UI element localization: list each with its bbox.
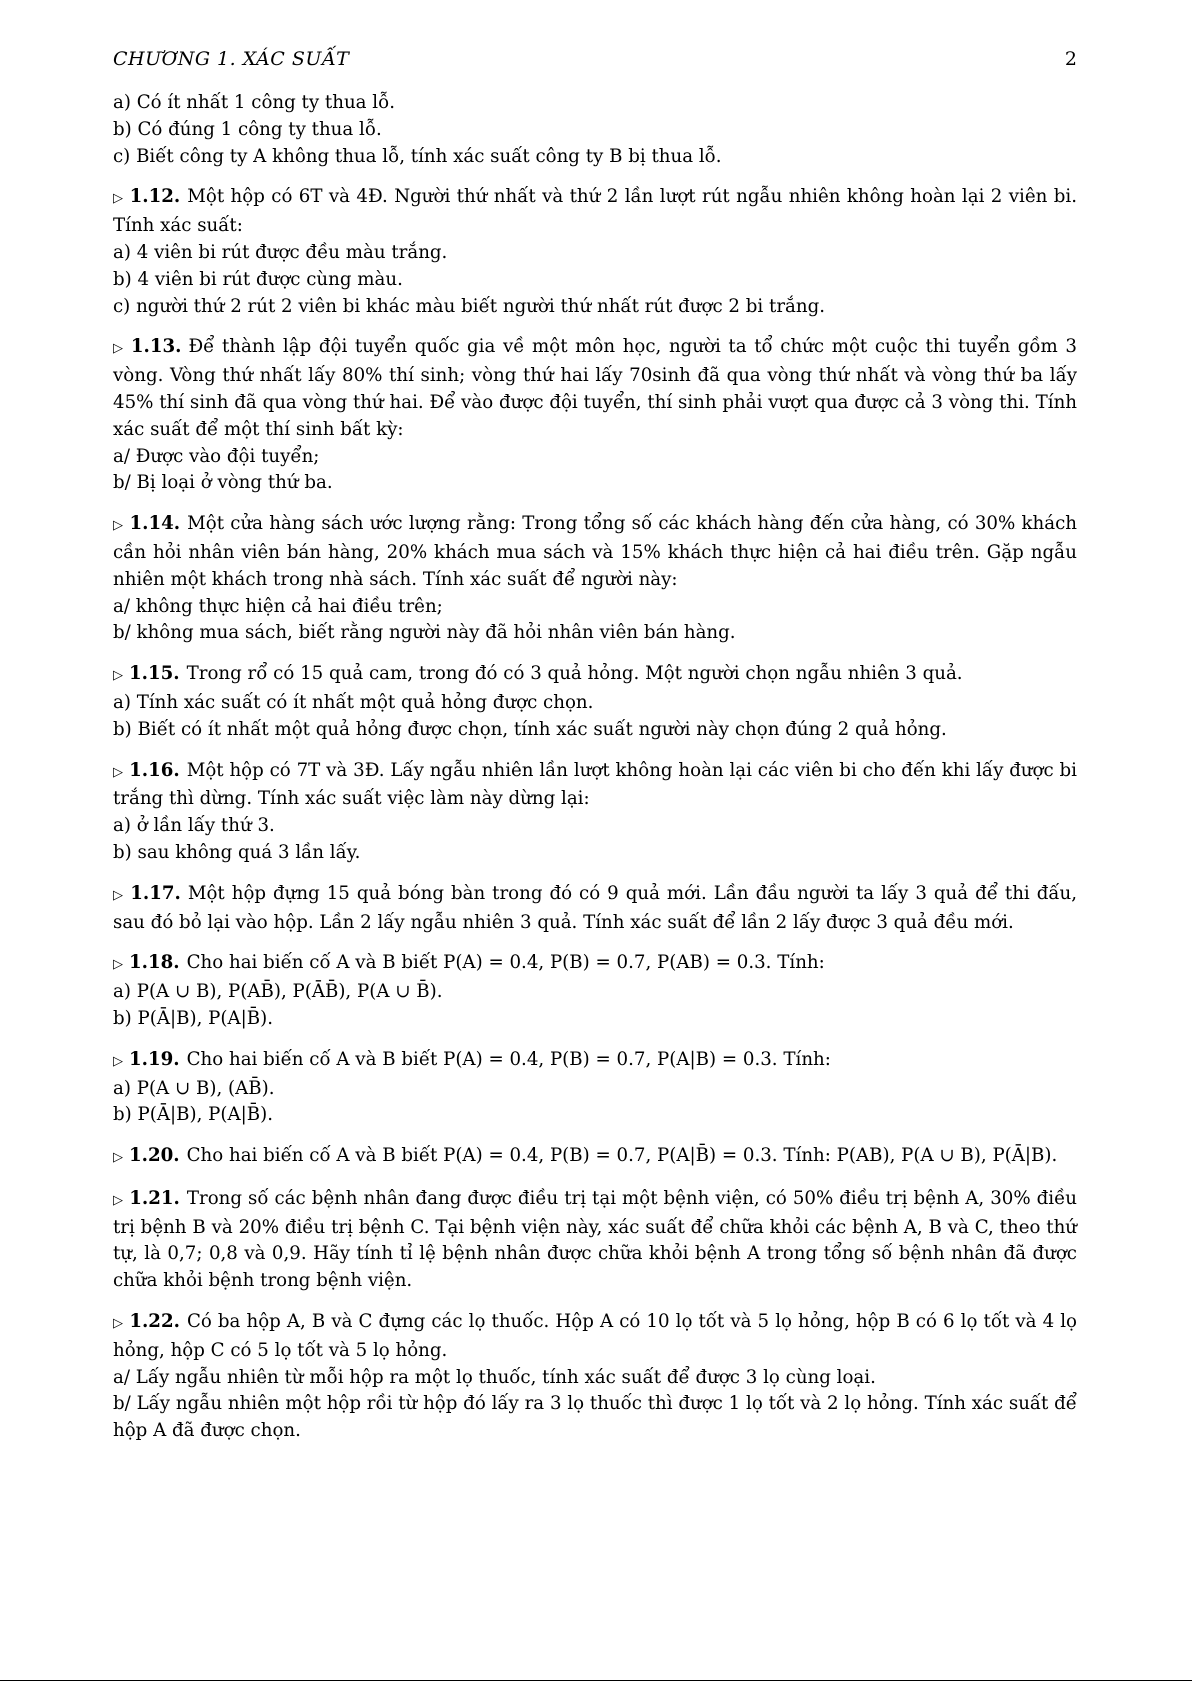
triangle-marker-icon: ▷	[113, 1150, 123, 1166]
problem-text: b) P(Ā|B), P(A|B̄).	[113, 1007, 273, 1029]
problem-statement	[113, 881, 1077, 937]
problem-text: a) 4 viên bi rút được đều màu trắng.	[113, 241, 448, 263]
problem-text: Cho hai biến cố A và B biết P(A) = 0.4, P(B) = 0.7, P(A|B̄) = 0.3. Tính: P(AB), P(A ∪ B), P(Ā|B).	[186, 1145, 1058, 1167]
page-number: 2	[1064, 48, 1077, 70]
problem-statement	[113, 334, 1077, 443]
problem-text: Có ba hộp A, B và C đựng các lọ thuốc. Hộp A có 10 lọ tốt và 5 lọ hỏng, hộp B có 6 lọ tốt và 4 lọ hỏng, hộp C có 5 lọ tốt và 5 lọ hỏng.	[113, 1311, 1077, 1361]
problem-text: Cho hai biến cố A và B biết P(A) = 0.4, P(B) = 0.7, P(A|B) = 0.3. Tính:	[186, 1048, 831, 1070]
problem-text: Để thành lập đội tuyển quốc gia về một môn học, người ta tổ chức một cuộc thi tuyển gồm 3 vòng. Vòng thứ nhất lấy 80% thí sinh; vòng thứ hai lấy 70sinh đã qua vòng thứ nhất và vòng thứ ba lấy 45% thí sinh đã qua vòng thứ hai. Để vào được đội tuyển, thí sinh phải vượt qua được cả 3 vòng thi. Tính xác suất để một thí sinh bất kỳ:	[113, 336, 1078, 440]
page-bottom-rule	[0, 1680, 1192, 1681]
problem-text: c) người thứ 2 rút 2 viên bi khác màu biết người thứ nhất rút được 2 bi trắng.	[113, 295, 826, 317]
problem-statement	[113, 758, 1077, 814]
running-header	[113, 48, 1077, 80]
problem-subquestion	[113, 594, 1077, 621]
problem-number: 1.13.	[130, 336, 182, 358]
triangle-marker-icon: ▷	[113, 1316, 124, 1332]
problem-statement	[113, 1309, 1077, 1365]
problem-statement	[113, 1047, 1077, 1076]
problem-text: Một hộp có 6T và 4Đ. Người thứ nhất và thứ 2 lần lượt rút ngẫu nhiên không hoàn lại 2 viên bi. Tính xác suất:	[113, 186, 1077, 237]
problem-number: 1.17.	[130, 882, 181, 904]
problem-block	[113, 184, 1077, 320]
problem-statement	[113, 1143, 1077, 1172]
triangle-marker-icon: ▷	[113, 191, 124, 207]
problem-text: Một hộp có 7T và 3Đ. Lấy ngẫu nhiên lần lượt không hoàn lại các viên bi cho đến khi lấy được bi trắng thì dừng. Tính xác suất việc làm này dừng lại:	[113, 759, 1078, 810]
problem-block	[113, 950, 1077, 1032]
problem-subquestion	[113, 717, 1077, 744]
problem-text: Cho hai biến cố A và B biết P(A) = 0.4, P(B) = 0.7, P(AB) = 0.3. Tính:	[186, 952, 825, 974]
problem-statement	[113, 184, 1077, 240]
problem-text: b) 4 viên bi rút được cùng màu.	[113, 268, 403, 290]
problem-text: b) sau không quá 3 lần lấy.	[113, 841, 361, 863]
triangle-marker-icon: ▷	[113, 1053, 123, 1069]
problem-subquestion	[113, 840, 1077, 867]
problem-subquestion	[113, 267, 1077, 294]
problem-subquestion	[113, 1076, 1077, 1103]
triangle-marker-icon: ▷	[113, 764, 124, 780]
problem-subquestion	[113, 1102, 1077, 1129]
problem-text: Một hộp đựng 15 quả bóng bàn trong đó có 9 quả mới. Lần đầu người ta lấy 3 quả để thi đấu, sau đó bỏ lại vào hộp. Lần 2 lấy ngẫu nhiên 3 quả. Tính xác suất để lần 2 lấy được 3 quả đều mới.	[113, 882, 1077, 933]
problem-statement	[113, 661, 1077, 690]
problem-subquestion	[113, 690, 1077, 717]
problem-block	[113, 1047, 1077, 1129]
problem-subquestion	[113, 1365, 1077, 1392]
problem-block	[113, 758, 1077, 867]
problem-block	[113, 1309, 1077, 1445]
triangle-marker-icon: ▷	[113, 668, 123, 684]
problem-subquestion	[113, 470, 1077, 497]
triangle-marker-icon: ▷	[113, 887, 125, 903]
chapter-title: CHƯƠNG 1. XÁC SUẤT	[113, 48, 350, 70]
problem-subquestion	[113, 813, 1077, 840]
problem-number: 1.14.	[129, 513, 181, 535]
problem-text: a) ở lần lấy thứ 3.	[113, 815, 275, 837]
problem-text: a/ không thực hiện cả hai điều trên;	[113, 595, 443, 617]
problem-block	[113, 511, 1077, 647]
document-page	[113, 48, 1077, 1445]
problem-statement	[113, 90, 1077, 117]
problem-block	[113, 334, 1077, 497]
problem-subquestion	[113, 979, 1077, 1006]
problem-block	[113, 881, 1077, 937]
problem-subquestion	[113, 144, 1077, 171]
problem-text: b/ Bị loại ở vòng thứ ba.	[113, 472, 333, 494]
problem-text: b) Biết có ít nhất một quả hỏng được chọn, tính xác suất người này chọn đúng 2 quả hỏng.	[113, 718, 947, 740]
problem-statement	[113, 511, 1077, 593]
problem-text: b) Có đúng 1 công ty thua lỗ.	[113, 118, 382, 140]
problem-subquestion	[113, 444, 1077, 471]
problem-text: b/ Lấy ngẫu nhiên một hộp rồi từ hộp đó lấy ra 3 lọ thuốc thì được 1 lọ tốt và 2 lọ hỏng. Tính xác suất để hộp A đã được chọn.	[113, 1393, 1077, 1442]
problem-number: 1.19.	[129, 1048, 180, 1070]
problem-subquestion	[113, 1006, 1077, 1033]
problem-text: a) P(A ∪ B), P(AB̄), P(ĀB̄), P(A ∪ B̄).	[113, 981, 443, 1003]
triangle-marker-icon: ▷	[113, 957, 123, 973]
problem-text: Một cửa hàng sách ước lượng rằng: Trong tổng số các khách hàng đến cửa hàng, có 30% khách cần hỏi nhân viên bán hàng, 20% khách mua sách và 15% khách thực hiện cả hai điều trên. Gặp ngẫu nhiên một khách trong nhà sách. Tính xác suất để người này:	[113, 513, 1077, 590]
problem-statement	[113, 950, 1077, 979]
problem-text: a) P(A ∪ B), (AB̄).	[113, 1077, 275, 1099]
problem-text: a) Tính xác suất có ít nhất một quả hỏng được chọn.	[113, 691, 594, 713]
problem-block	[113, 661, 1077, 743]
problem-block	[113, 1143, 1077, 1172]
problem-subquestion	[113, 294, 1077, 321]
problem-subquestion	[113, 620, 1077, 647]
triangle-marker-icon: ▷	[113, 1192, 124, 1208]
problem-text: c) Biết công ty A không thua lỗ, tính xác suất công ty B bị thua lỗ.	[113, 145, 722, 167]
problem-number: 1.12.	[129, 186, 181, 208]
problem-text: Trong rổ có 15 quả cam, trong đó có 3 quả hỏng. Một người chọn ngẫu nhiên 3 quả.	[186, 663, 963, 685]
problem-text: b) P(Ā|B), P(A|B̄).	[113, 1104, 273, 1126]
problem-number: 1.16.	[129, 759, 180, 781]
problem-statement	[113, 1186, 1077, 1295]
problem-subquestion	[113, 117, 1077, 144]
problem-text: a/ Được vào đội tuyển;	[113, 445, 320, 467]
problem-text: Trong số các bệnh nhân đang được điều trị tại một bệnh viện, có 50% điều trị bệnh A, 30% điều trị bệnh B và 20% điều trị bệnh C. Tại bệnh viện này, xác suất để chữa khỏi các bệnh A, B và C, theo thứ tự, là 0,7; 0,8 và 0,9. Hãy tính tỉ lệ bệnh nhân được chữa khỏi bệnh A trong tổng số bệnh nhân đã được chữa khỏi bệnh trong bệnh viện.	[113, 1187, 1078, 1292]
problem-number: 1.15.	[129, 663, 180, 685]
problem-number: 1.18.	[129, 952, 180, 974]
problem-subquestion	[113, 240, 1077, 267]
problem-block	[113, 90, 1077, 170]
problem-number: 1.21.	[129, 1187, 180, 1209]
problem-subquestion	[113, 1391, 1077, 1445]
problem-number: 1.22.	[129, 1311, 180, 1333]
triangle-marker-icon: ▷	[113, 518, 124, 534]
problem-text: b/ không mua sách, biết rằng người này đã hỏi nhân viên bán hàng.	[113, 622, 736, 644]
problem-block	[113, 1186, 1077, 1295]
problem-list	[113, 90, 1077, 1445]
problem-text: a) Có ít nhất 1 công ty thua lỗ.	[113, 92, 396, 113]
triangle-marker-icon: ▷	[113, 341, 125, 357]
problem-number: 1.20.	[129, 1145, 180, 1167]
problem-text: a/ Lấy ngẫu nhiên từ mỗi hộp ra một lọ thuốc, tính xác suất để được 3 lọ cùng loại.	[113, 1366, 876, 1388]
